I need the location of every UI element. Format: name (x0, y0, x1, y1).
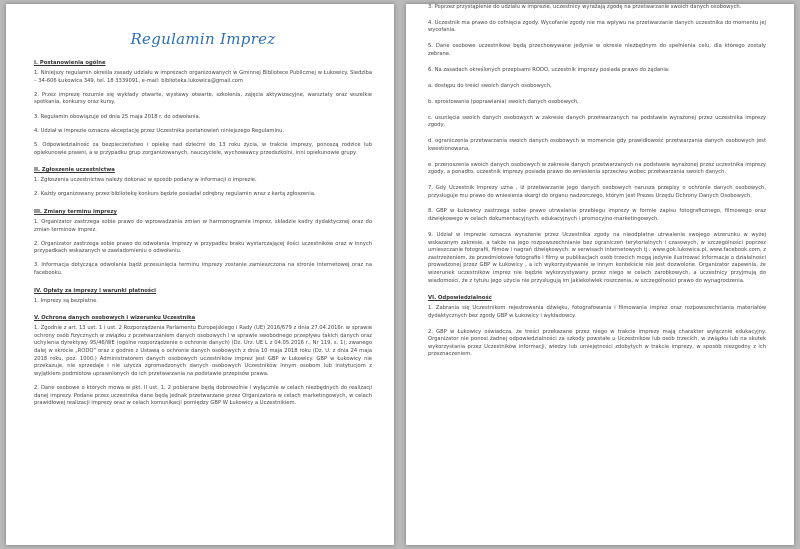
paragraph: 1. Imprezy są bezpłatne. (34, 297, 98, 304)
paragraph: b. sprostowania (poprawiania) swoich danych osobowych, (428, 98, 579, 105)
paragraph: 2. Przez imprezę rozumie się wykłady otwarte, wystawy otwarte, szkolenia, zajęcia aktywizacyjne, warsztaty oraz wszelkie spotkania, konkursy oraz kursy. (34, 91, 372, 106)
paragraph: 3. Regulamin obowiązuje od dnia 25 maja 2018 r. do odwołania. (34, 113, 201, 120)
section-heading: II. Zgłoszenie uczestnictwa (34, 167, 115, 174)
paragraph: 1. Zgodnie z art. 13 ust. 1 i ust. 2 Rozporządzenia Parlamentu Europejskiego i Rady (UE) 2016/679 z dnia 27.04.2016r. w sprawie ochrony osób fizycznych w związku z przetwarzaniem danych osobowych i w sprawie swobodnego przepływu takich danych oraz uchylenia dyrektywy 95/46/WE (ogólne rozporządzenie o ochronie danych) (Dz. Urz. UE L z 04.05.2016 r., Nr 119, s. 1), zwanego dalej w skrócie „RODO” oraz z godnie z Ustawą o ochronie danych osobowych z dnia 10 maja 2018 roku (Dz. U. z dnia 24 maja 2018 roku, poz. 1000.) Administratorem danych osobowych uczestników imprez jest GBP w Łukowicy. GBP w Łukowicy nie przekazuje, nie sprzedaje i nie użycza zgromadzonych danych osobowych Uczestników innym osobom lub instytucjom z wyjątkiem podmiotów uprawnionych do ich przetwarzania na podstawie przepisów prawa. (34, 325, 372, 377)
paragraph: 1. Organizator zastrzega sobie prawo do wprowadzania zmian w harmonogramie imprez, składzie kadry dydaktycznej oraz do zmian terminów imprez. (34, 218, 372, 233)
page-left-content (34, 4, 372, 545)
section-heading: V. Ochrona danych osobowych i wizerunku Uczestnika (34, 315, 196, 322)
paragraph: 2. Każdy organizowany przez bibliotekę konkurs będzie posiadał odrębny regulamin wraz z kartą zgłoszenia. (34, 191, 316, 198)
paragraph: e. przenoszenia swoich danych osobowych w zakresie danych przetwarzanych na podstawie wyrażonej przez uczestnika imprezy zgody, a ponadto, uczestnik imprezy posiada prawo do wniesienia sprzeciwu wobec przetwarzania swoich danych. (428, 161, 766, 176)
paragraph: 2. Organizator zastrzega sobie prawo do odwołania imprezy w przypadku braku wystarczającej ilości uczestników oraz w innych przypadkach wskazanych w zawiadomieniu o odwołaniu. (34, 240, 372, 255)
page-right-content (428, 4, 766, 545)
paragraph: 1. Zabrania się Uczestnikom rejestrowania dźwięku, fotografowania i filmowania imprez oraz rozpowszechniania materiałów dydaktycznych bez zgody GBP w Łukowicy i wykładowcy. (428, 305, 766, 319)
paragraph: 3. Informacja dotycząca odwołania bądź przesunięcia terminu imprezy zostanie zamieszczona na stronie internetowej oraz na facebooku. (34, 262, 372, 277)
paragraph: 4. Uczestnik ma prawo do cofnięcia zgody. Wycofanie zgody nie ma wpływu na przetwarzanie danych uczestnika do momentu jej wycofania. (428, 19, 766, 34)
paragraph: 3. Poprzez przystąpienie do udziału w imprezie, uczestnicy wyrażają zgodę na przetwarzanie swoich danych osobowych. (428, 4, 742, 10)
document-title: Regulamin Imprez (130, 30, 276, 48)
paragraph: 4. Udział w imprezie oznacza akceptację przez Uczestnika postanowień niniejszego Regulaminu. (34, 127, 285, 134)
paragraph: 1. Niniejszy regulamin określa zasady udziału w imprezach organizowanych w Gminnej Bibliotece Publicznej w Łukowicy. Siedziba – 34-606 Łukowica 349, tel. 18 3339091, e-mail: biblioteka.lukowica@gmail.com (34, 70, 372, 84)
document-page-left (6, 4, 394, 545)
paragraph: 5. Dane osobowe uczestników będą przechowywane jedynie w okresie niezbędnym do spełnienia celu, dla którego zostały zebrane. (428, 43, 766, 57)
paragraph: 6. Na zasadach określonych przepisami RODO, uczestnik imprezy posiada prawo do żądania: (428, 66, 670, 73)
paragraph: d. ograniczenia przetwarzania swoich danych osobowych w momencie gdy prawidłowość przetwarzania danych osobowych jest kwestionowana, (428, 138, 766, 152)
paragraph: c. usunięcia swoich danych osobowych w zakresie danych przetwarzanych na podstawie wyrażonej przez uczestnika imprezy zgody, (428, 114, 766, 129)
paragraph: 5. Odpowiedzialność za bezpieczeństwo i opiekę nad dziećmi do 13 roku życia, w trakcie imprezy, ponoszą rodzice lub opiekunowie prawni, a w przypadku grup zorganizowanych, nauczyciele, wychowawcy przedszkolni, inni opiekunowie grupy. (34, 141, 372, 156)
paragraph: 2. Dane osobowe o których mowa w pkt. II ust. 1, 2 pobierane będą dobrowolnie i wyłącznie w celach niezbędnych do realizacji danej imprezy. Podane przez uczestnika dane będą jednak przetwarzane przez Organizatora w celach marketingowych, w celach prawidłowej realizacji imprezy oraz w celach komunikacji pomiędzy GBP W Łukowicy a Uczestnikiem. (34, 385, 372, 407)
section-heading: I. Postanowienia ogólne (34, 60, 106, 66)
paragraph: a. dostępu do treści swoich danych osobowych, (428, 82, 552, 89)
section-heading: IV. Opłaty za imprezy i warunki płatności (34, 287, 156, 294)
document-page-right (406, 4, 794, 545)
paragraph: 9. Udział w imprezie oznacza wyrażenie przez Uczestnika zgody na nieodpłatne utrwalenie swojego wizerunku w wyżej wskazanym zakresie, a także na jego rozpowszechnianie bez ograniczeń terytorialnych i czasowych, w szczególności poprzez umieszczanie fotografii, filmów i nagrań dźwiękowych: w serwisach internetowych tj.: www.gok.lukowica.pl, www.facebook.com, z zastrzeżeniem, że przedmiotowe fotografie i filmy w publikacjach osób trzecich mogą jedynie ilustrować informacje o działalności prowadzonej przez GBP w Łukowicy , a ich wykorzystywanie w innym kontekście nie jest dozwolone. Organizator zapewnia, że wizerunek uczestników imprez nie będzie wykorzystywany przez niego w celach zarobkowych, a uczestnicy przyjmują do wiadomości, że z tytułu jego użycia nie przysługują im jakiekolwiek roszczenia, w szczególności prawo do wynagrodzenia. (428, 231, 766, 284)
section-heading: III. Zmiany terminu imprezy (34, 208, 117, 215)
paragraph: 1. Zgłoszenia uczestnictwa należy dokonać w sposób podany w informacji o imprezie. (34, 177, 257, 184)
paragraph: 7. Gdy Uczestnik imprezy uzna , iż przetwarzanie jego danych osobowych narusza przepisy o ochronie danych osobowych, przysługuje mu prawo do wniesienia skargi do organu nadzorczego, którym jest Prezes Urzędu Ochrony Danych Osobowych. (428, 184, 766, 199)
section-heading: VI. Odpowiedzialność (428, 295, 492, 302)
paragraph: 2. GBP w Łukowicy oświadcza, że treści przekazane przez niego w trakcie imprezy mają charakter wyłącznie edukacyjny. Organizator nie ponosi żadnej odpowiedzialności za szkody powstałe u Uczestników lub osób trzecich, w związku lub na skutek wykorzystania przez Uczestników informacji, wiedzy lub umiejętności zdobytych w trakcie imprezy, w sposób niezgodny z ich przeznaczeniem. (428, 328, 766, 358)
paragraph: 8. GBP w Łukowicy zastrzega sobie prawo utrwalania przebiegu imprezy w formie zapisu fotograficznego, filmowego oraz dźwiękowego w celach dokumentacyjnych, edukacyjnych i promocyjno-marketingowych. (428, 208, 766, 223)
